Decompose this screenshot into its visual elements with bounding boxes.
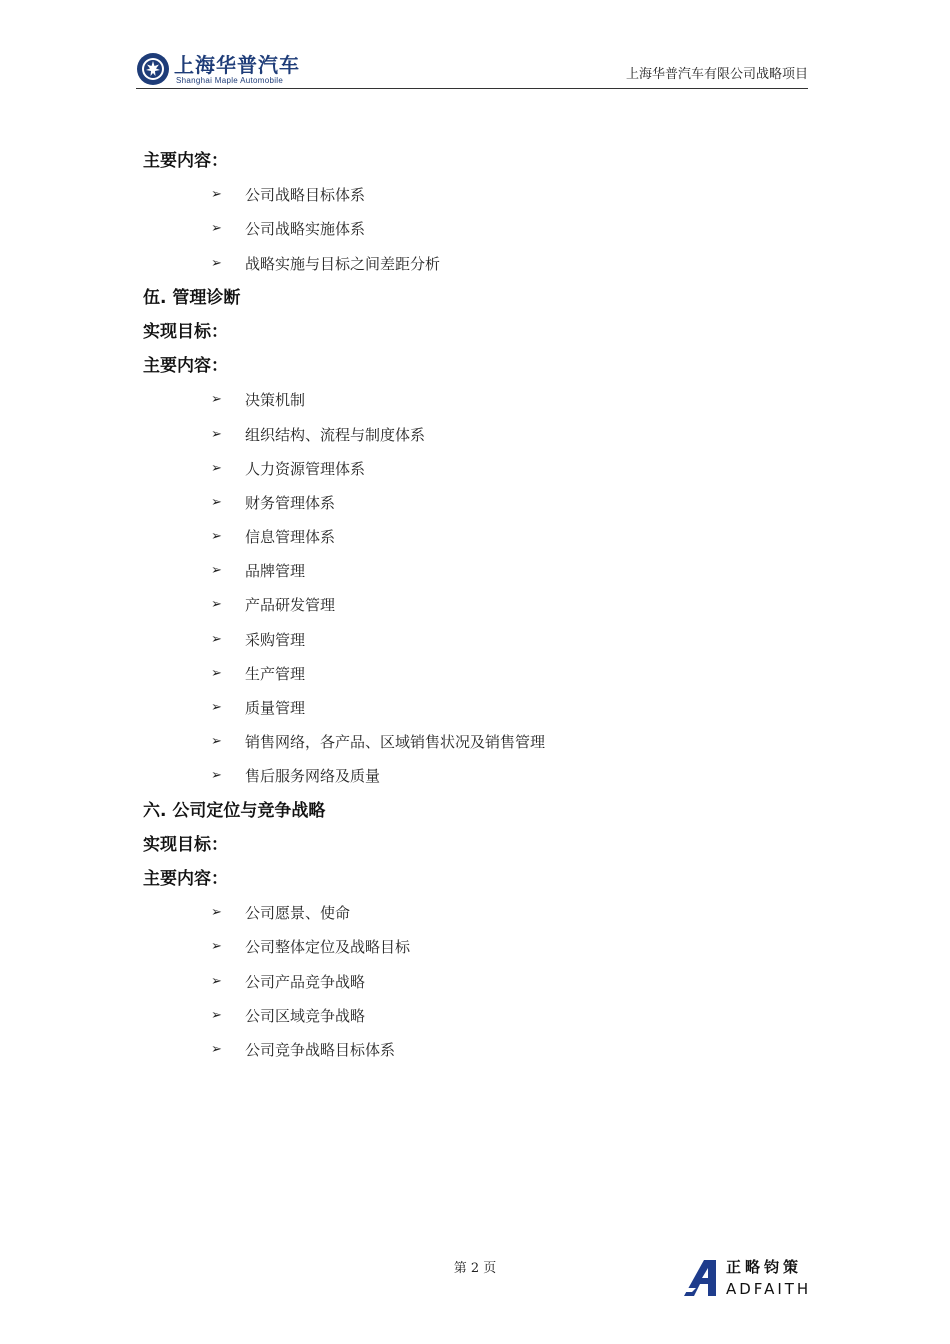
arrow-bullet-icon: ➢ xyxy=(211,221,222,237)
list-item-text: 财务管理体系 xyxy=(245,493,336,512)
list-item-text: 战略实施与目标之间差距分析 xyxy=(245,254,441,273)
list-item xyxy=(143,657,803,691)
company-logo xyxy=(136,48,316,88)
arrow-bullet-icon: ➢ xyxy=(211,392,222,408)
section-main-content-label: 主要内容： xyxy=(143,868,228,889)
list-item-text: 售后服务网络及质量 xyxy=(245,767,381,786)
arrow-bullet-icon: ➢ xyxy=(211,973,222,989)
list-item xyxy=(143,383,803,417)
list-item xyxy=(143,999,803,1033)
document-body xyxy=(143,144,803,1067)
arrow-bullet-icon: ➢ xyxy=(211,563,222,579)
list-item xyxy=(143,520,803,554)
list-item-text: 品牌管理 xyxy=(245,562,306,581)
arrow-bullet-icon: ➢ xyxy=(211,1041,222,1057)
section-main-content-label: 主要内容： xyxy=(143,151,228,171)
section-main-content-label: 主要内容： xyxy=(143,356,228,377)
arrow-bullet-icon: ➢ xyxy=(211,939,222,955)
list-item xyxy=(143,178,803,212)
list-item xyxy=(143,588,803,622)
arrow-bullet-icon: ➢ xyxy=(211,187,222,203)
arrow-bullet-icon: ➢ xyxy=(211,460,222,476)
arrow-bullet-icon: ➢ xyxy=(211,905,222,921)
list-item-text: 生产管理 xyxy=(245,664,306,683)
list-item-text: 公司愿景、使命 xyxy=(245,904,351,923)
list-item xyxy=(143,725,803,759)
arrow-bullet-icon: ➢ xyxy=(211,700,222,715)
list-item xyxy=(143,691,803,725)
list-item xyxy=(143,486,803,520)
list-item-text: 采购管理 xyxy=(245,630,306,649)
list-item-text: 公司战略目标体系 xyxy=(245,186,366,205)
list-item xyxy=(143,554,803,588)
adfaith-mark-icon xyxy=(682,1258,722,1298)
header-title: 上海华普汽车有限公司战略项目 xyxy=(625,67,808,82)
arrow-bullet-icon: ➢ xyxy=(211,768,222,784)
list-item-text: 销售网络，各产品、区域销售状况及销售管理 xyxy=(245,733,546,752)
list-item-text: 公司战略实施体系 xyxy=(245,220,366,239)
list-item-text: 产品研发管理 xyxy=(245,596,336,615)
list-item xyxy=(143,1033,803,1067)
arrow-bullet-icon: ➢ xyxy=(211,494,222,510)
list-item-text: 公司竞争战略目标体系 xyxy=(245,1040,396,1059)
arrow-bullet-icon: ➢ xyxy=(211,426,222,442)
brand-english-name: ADFAITH xyxy=(726,1280,812,1298)
section-title: 六. 公司定位与竞争战略 xyxy=(143,800,326,821)
section-title: 伍. 管理诊断 xyxy=(143,287,241,308)
list-item xyxy=(143,965,803,999)
section-goal-label: 实现目标： xyxy=(143,834,228,855)
brand-chinese-name: 正略钧策 xyxy=(726,1258,803,1276)
arrow-bullet-icon: ➢ xyxy=(211,529,222,545)
list-item xyxy=(143,896,803,930)
list-item-text: 公司区域竞争战略 xyxy=(245,1006,366,1025)
list-item xyxy=(143,930,803,964)
arrow-bullet-icon: ➢ xyxy=(211,255,222,271)
list-item-text: 公司产品竞争战略 xyxy=(245,972,366,991)
list-item xyxy=(143,452,803,486)
list-item-text: 公司整体定位及战略目标 xyxy=(245,938,411,957)
list-item-text: 人力资源管理体系 xyxy=(245,459,366,478)
list-item-text: 信息管理体系 xyxy=(245,528,336,547)
adfaith-logo xyxy=(682,1258,812,1300)
arrow-bullet-icon: ➢ xyxy=(211,734,222,750)
list-item-text: 决策机制 xyxy=(245,391,306,410)
logo-text: 上海华普汽车 xyxy=(174,53,300,77)
list-item-text: 质量管理 xyxy=(245,699,306,717)
section-goal-label: 实现目标： xyxy=(143,321,228,342)
list-item xyxy=(143,212,803,246)
arrow-bullet-icon: ➢ xyxy=(211,665,222,681)
arrow-bullet-icon: ➢ xyxy=(211,631,222,647)
list-item xyxy=(143,623,803,657)
logo-subtext: Shanghai Maple Automobile xyxy=(176,76,284,85)
page-header xyxy=(136,48,808,89)
arrow-bullet-icon: ➢ xyxy=(211,1007,222,1023)
list-item xyxy=(143,759,803,793)
page-number: 第 2 页 xyxy=(453,1261,497,1276)
maple-emblem-icon xyxy=(136,52,170,86)
list-item-text: 组织结构、流程与制度体系 xyxy=(245,425,426,444)
list-item xyxy=(143,418,803,452)
arrow-bullet-icon: ➢ xyxy=(211,597,222,613)
list-item xyxy=(143,247,803,281)
